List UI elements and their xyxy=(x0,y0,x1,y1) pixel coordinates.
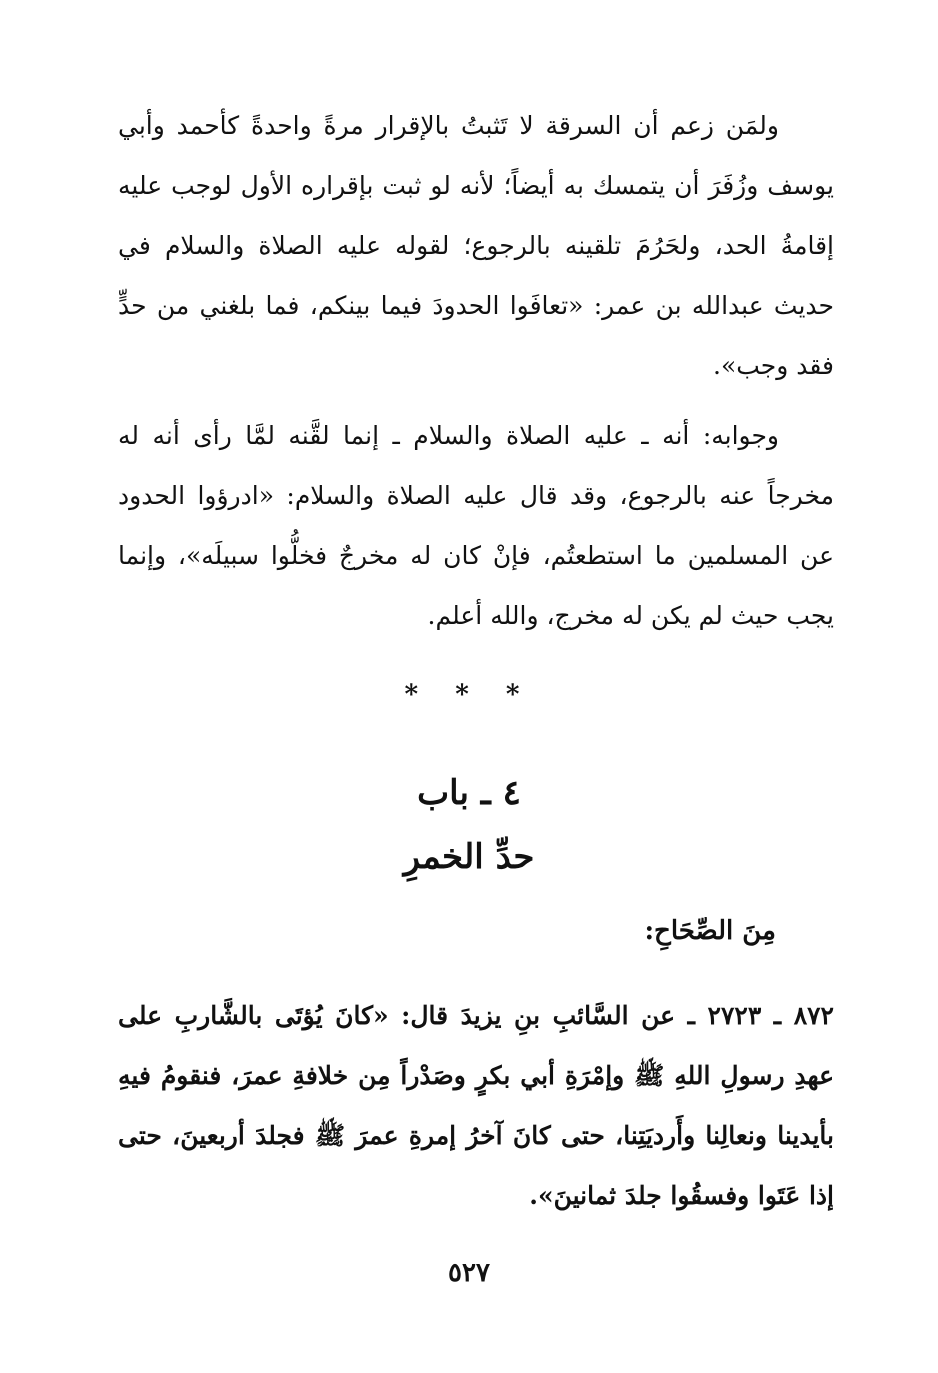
chapter-number: ٤ ـ باب xyxy=(417,773,521,813)
section-separator: * * * xyxy=(404,680,534,710)
page-number: ٥٢٧ xyxy=(448,1258,490,1288)
section-label: مِنَ الصِّحَاحِ: xyxy=(644,916,776,946)
hadith-text: ٨٧٢ ـ ٢٧٢٣ ـ عن السَّائبِ بنِ يزيدَ قال: «كانَ يُؤتَى بالشَّاربِ على عهدِ رسولِ اللهِ ﷺ وإمْرَةِ أبي بكرٍ وصَدْراً مِن خلافةِ عمرَ، فنقومُ فيهِ بأيدينا ونعالِنا وأَرديَتِنا، حتى كانَ آخرُ إمرةِ عمرَ ﷺ فجلدَ أربعينَ، حتى إذا عَتَوا وفسقُوا جلدَ ثمانينَ». xyxy=(118,1001,834,1210)
paragraph-1: ولمَن زعم أن السرقة لا تَثبتُ بالإقرار مرةً واحدةً كأحمد وأبي يوسف وزُفَرَ أن يتمسك به أيضاً؛ لأنه لو ثبت بإقراره الأول لوجب عليه إقامةُ الحد، ولحَرُمَ تلقينه بالرجوع؛ لقوله عليه الصلاة والسلام في حديث عبدالله بن عمر: «تعافَوا الحدودَ فيما بينكم، فما بلغني من حدٍّ فقد وجب». xyxy=(118,111,834,380)
paragraph-2: وجوابه: أنه ـ عليه الصلاة والسلام ـ إنما لقَّنه لمَّا رأى أنه له مخرجاً عنه بالرجوع، وقد قال عليه الصلاة والسلام: «ادرؤوا الحدود عن المسلمين ما استطعتُم، فإنْ كان له مخرجٌ فخلُّوا سبيلَه»، وإنما يجب حيث لم يكن له مخرج، والله أعلم. xyxy=(118,421,834,630)
chapter-title: حدِّ الخمرِ xyxy=(403,837,535,877)
